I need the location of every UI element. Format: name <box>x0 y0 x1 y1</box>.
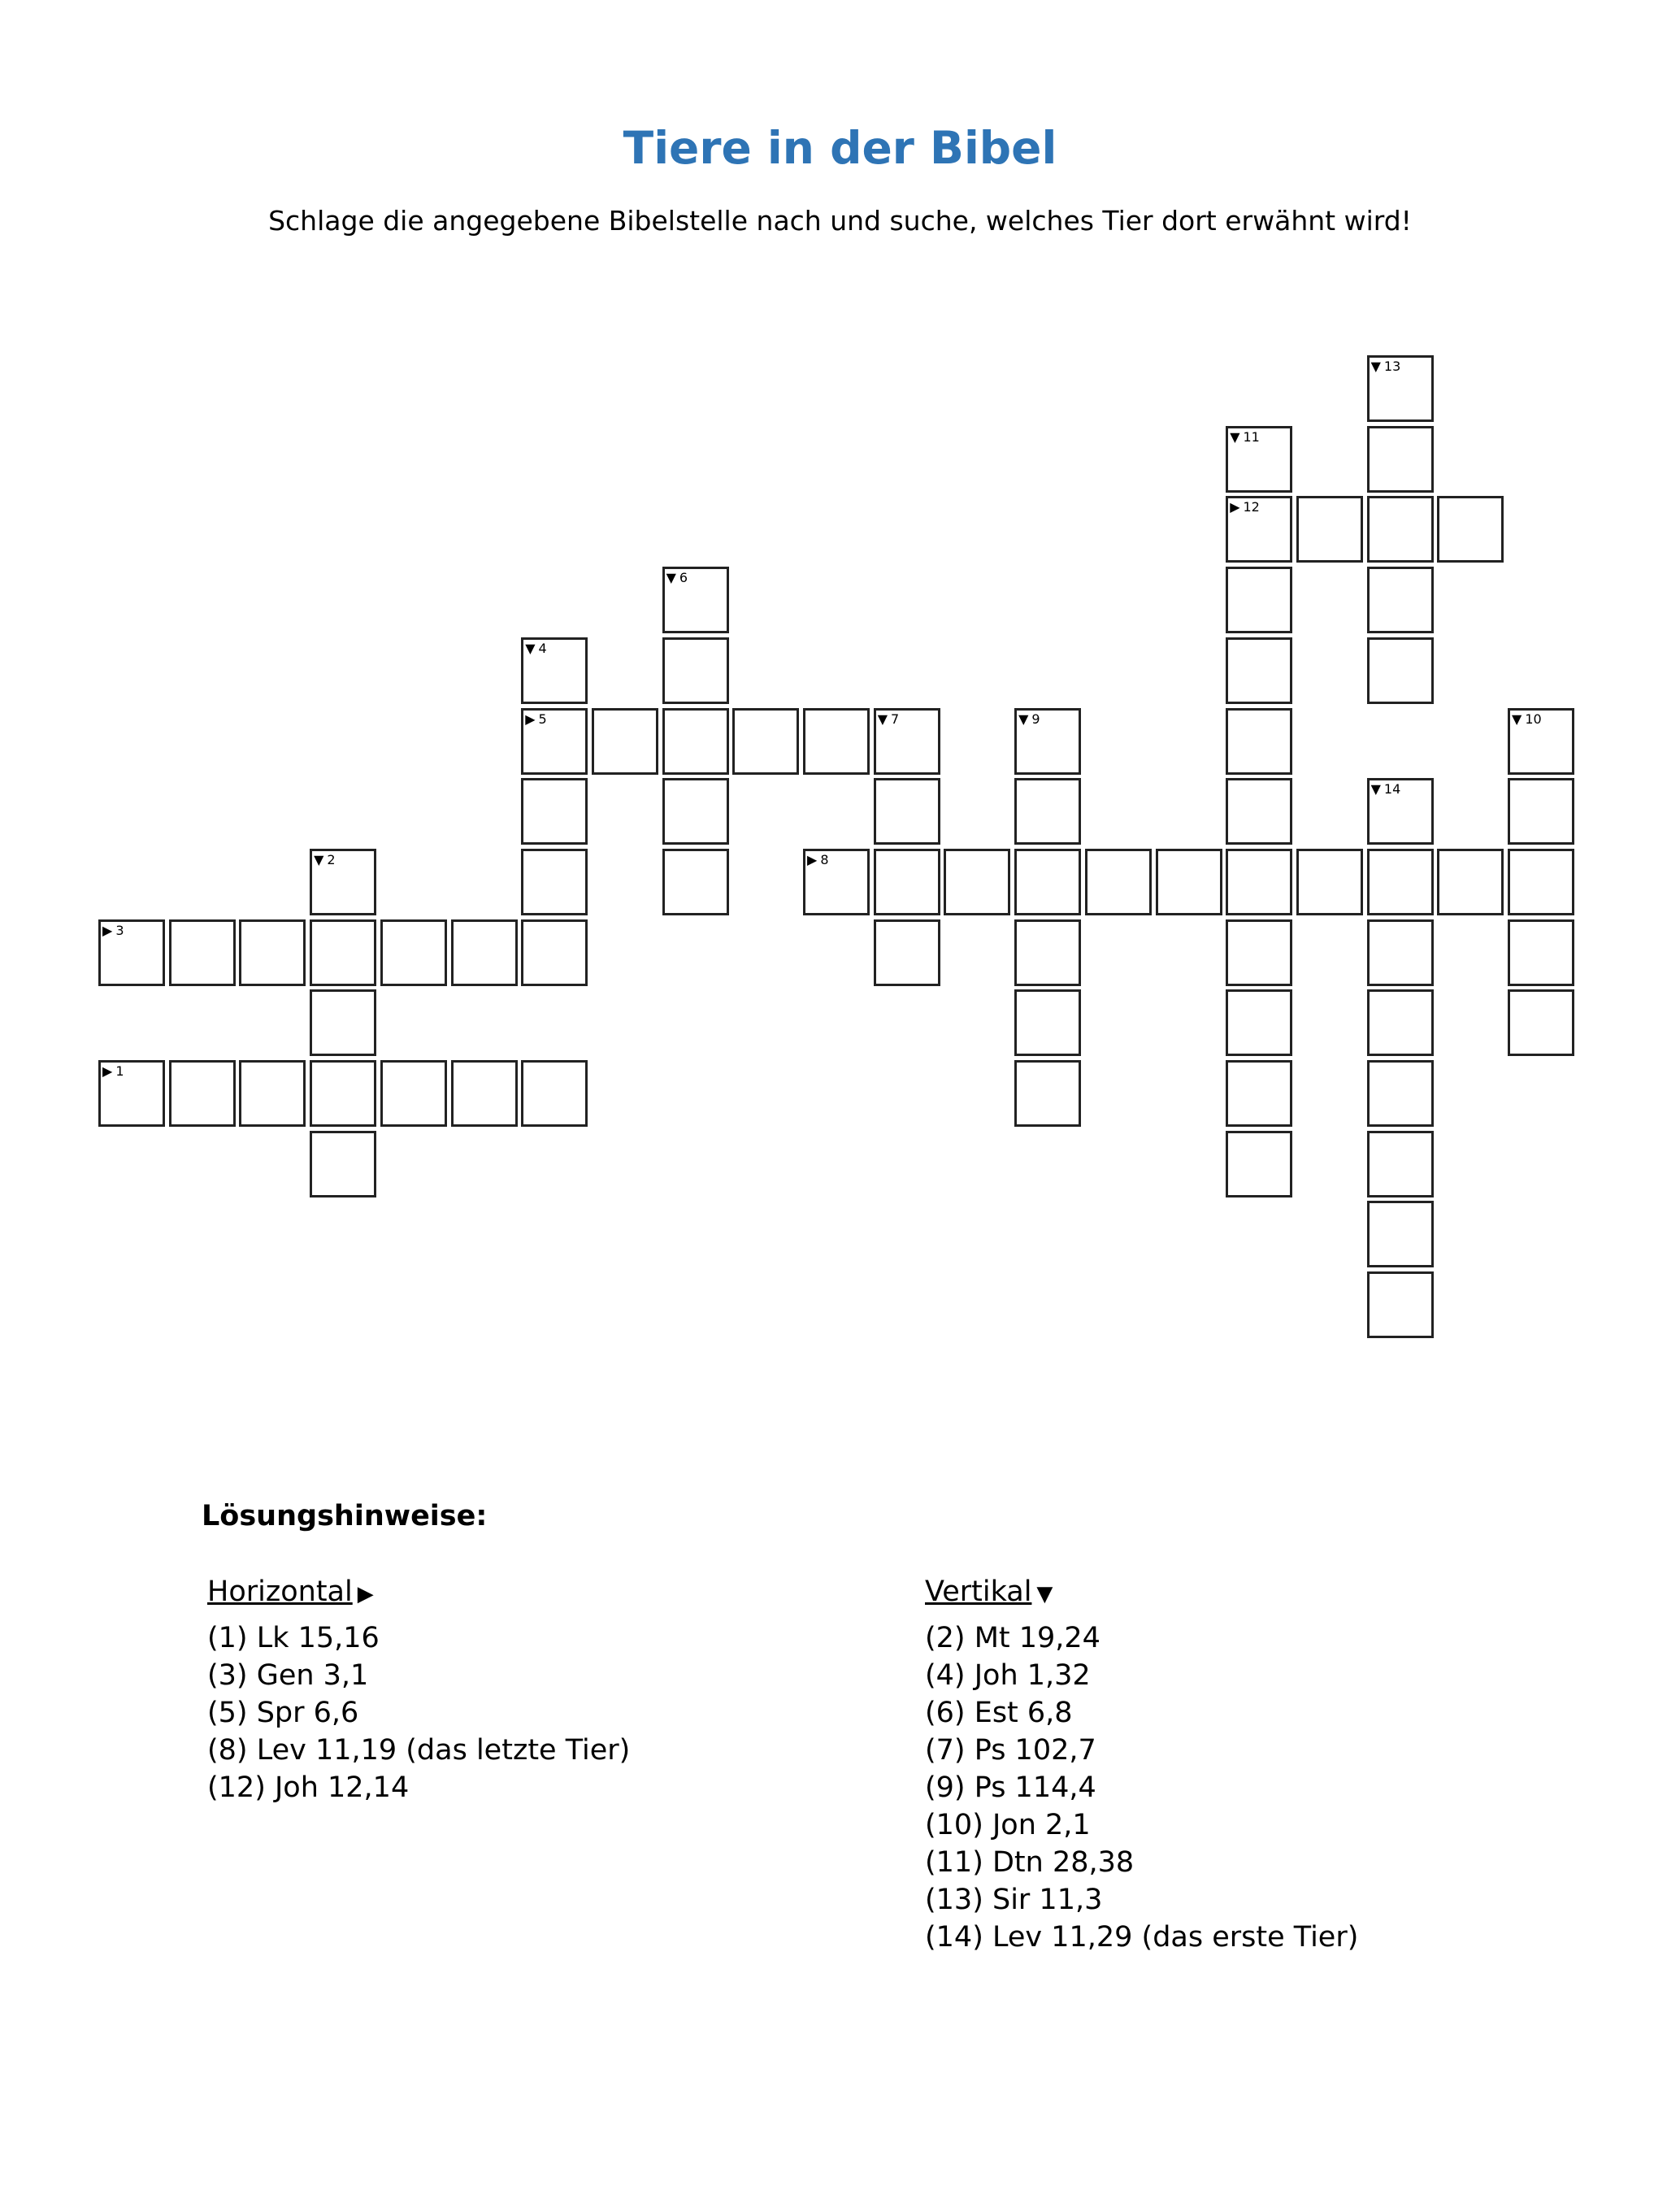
crossword-cell[interactable] <box>1014 919 1081 986</box>
crossword-cell[interactable] <box>1014 1060 1081 1127</box>
crossword-cell[interactable] <box>1508 708 1574 775</box>
crossword-cell[interactable] <box>1226 426 1292 493</box>
arrow-down-icon: ▼ <box>1018 711 1029 727</box>
arrow-down-icon: ▼ <box>1370 781 1381 798</box>
crossword-cell[interactable] <box>98 919 165 986</box>
crossword-cell[interactable] <box>1508 778 1574 845</box>
crossword-cell[interactable] <box>1226 778 1292 845</box>
hint-entry: (3) Gen 3,1 <box>207 1659 369 1692</box>
crossword-cell[interactable] <box>1226 1131 1292 1197</box>
crossword-cell[interactable] <box>310 1060 376 1127</box>
crossword-cell[interactable] <box>169 919 236 986</box>
hint-entry: (6) Est 6,8 <box>925 1697 1073 1729</box>
clue-number-label: 8 <box>820 851 829 867</box>
vertical-heading <box>925 1573 1358 1613</box>
horizontal-heading-label: Horizontal <box>207 1576 353 1608</box>
crossword-cell[interactable] <box>874 778 940 845</box>
arrow-down-icon: ▼ <box>1370 359 1381 374</box>
page-subtitle: Schlage die angegebene Bibelstelle nach und suche, welches Tier dort erwähnt wird! <box>268 205 1412 237</box>
crossword-cell[interactable] <box>1367 849 1434 915</box>
arrow-right-icon: ▶ <box>525 711 536 727</box>
clue-number-label: 5 <box>538 711 547 727</box>
crossword-cell[interactable] <box>1226 849 1292 915</box>
hint-entry: (2) Mt 19,24 <box>925 1622 1100 1654</box>
clue-number-label: 1 <box>115 1063 124 1079</box>
crossword-cell[interactable] <box>1226 567 1292 633</box>
arrow-down-icon: ▼ <box>525 640 536 656</box>
crossword-cell[interactable] <box>1014 849 1081 915</box>
arrow-down-icon: ▼ <box>314 851 324 867</box>
crossword-cell[interactable] <box>380 919 447 986</box>
crossword-cell[interactable] <box>521 778 588 845</box>
crossword-cell[interactable] <box>1367 355 1434 422</box>
hint-entry: (7) Ps 102,7 <box>925 1734 1096 1767</box>
hint-entry: (4) Joh 1,32 <box>925 1659 1091 1692</box>
arrow-down-icon: ▼ <box>666 570 676 586</box>
crossword-cell[interactable] <box>521 637 588 704</box>
horizontal-hints <box>207 1573 630 1806</box>
clue-number <box>525 713 547 726</box>
page-title: Tiere in der Bibel <box>623 122 1057 174</box>
crossword-cell[interactable] <box>1367 567 1434 633</box>
arrow-down-icon: ▼ <box>877 711 888 727</box>
clue-number-label: 4 <box>538 640 547 656</box>
crossword-cell[interactable] <box>169 1060 236 1127</box>
crossword-cell[interactable] <box>1014 989 1081 1056</box>
crossword-cell[interactable] <box>1367 426 1434 493</box>
arrow-right-icon: ▶ <box>807 851 818 867</box>
crossword-cell[interactable] <box>1367 1201 1434 1267</box>
crossword-cell[interactable] <box>1367 1060 1434 1127</box>
clue-number <box>1512 713 1542 726</box>
crossword-cell[interactable] <box>310 919 376 986</box>
clue-number <box>1230 501 1260 514</box>
crossword-cell[interactable] <box>521 919 588 986</box>
crossword-cell[interactable] <box>1226 1060 1292 1127</box>
arrow-right-icon: ▶ <box>102 922 113 938</box>
clue-number <box>807 851 829 867</box>
crossword-cell[interactable] <box>803 849 870 915</box>
arrow-right-icon: ▶ <box>357 1582 374 1606</box>
crossword-cell[interactable] <box>1437 496 1504 563</box>
hint-entry: (5) Spr 6,6 <box>207 1697 359 1729</box>
crossword-cell[interactable] <box>310 989 376 1056</box>
crossword-cell[interactable] <box>1226 989 1292 1056</box>
clue-number <box>102 1065 124 1078</box>
crossword-cell[interactable] <box>1226 496 1292 563</box>
clue-number <box>102 924 124 937</box>
crossword-cell[interactable] <box>239 919 306 986</box>
clue-number-label: 14 <box>1383 781 1401 798</box>
hint-entry: (11) Dtn 28,38 <box>925 1846 1135 1879</box>
arrow-down-icon: ▼ <box>1512 711 1522 727</box>
horizontal-heading <box>207 1573 630 1613</box>
crossword-cell[interactable] <box>803 708 870 775</box>
crossword-cell[interactable] <box>1367 637 1434 704</box>
hint-entry: (10) Jon 2,1 <box>925 1809 1091 1841</box>
hints-title: Lösungshinweise: <box>202 1500 488 1532</box>
crossword-cell[interactable] <box>98 1060 165 1127</box>
crossword-cell[interactable] <box>1508 919 1574 986</box>
crossword-cell[interactable] <box>732 708 799 775</box>
crossword-cell[interactable] <box>662 567 729 633</box>
clue-number-label: 12 <box>1243 499 1260 515</box>
crossword-cell[interactable] <box>1437 849 1504 915</box>
crossword-cell[interactable] <box>1226 919 1292 986</box>
clue-number-label: 11 <box>1243 428 1260 445</box>
crossword-cell[interactable] <box>1226 708 1292 775</box>
vertical-hints <box>925 1573 1358 1956</box>
crossword-cell[interactable] <box>1508 989 1574 1056</box>
crossword-cell[interactable] <box>1367 919 1434 986</box>
crossword-cell[interactable] <box>1508 849 1574 915</box>
clue-number <box>314 851 336 867</box>
crossword-cell[interactable] <box>1014 708 1081 775</box>
hint-entry: (14) Lev 11,29 (das erste Tier) <box>925 1921 1359 1954</box>
crossword-cell[interactable] <box>874 708 940 775</box>
clue-number-label: 9 <box>1031 711 1040 727</box>
crossword-cell[interactable] <box>1014 778 1081 845</box>
clue-number-label: 13 <box>1383 359 1401 374</box>
crossword-cell[interactable] <box>1367 1271 1434 1338</box>
arrow-right-icon: ▶ <box>1230 499 1240 515</box>
crossword-cell[interactable] <box>380 1060 447 1127</box>
crossword-cell[interactable] <box>662 778 729 845</box>
clue-number-label: 7 <box>891 711 900 727</box>
crossword-cell[interactable] <box>662 637 729 704</box>
crossword-cell[interactable] <box>451 919 518 986</box>
crossword-cell[interactable] <box>1367 496 1434 563</box>
crossword-cell[interactable] <box>1296 496 1363 563</box>
crossword-cell[interactable] <box>874 919 940 986</box>
crossword-cell[interactable] <box>874 849 940 915</box>
crossword-cell[interactable] <box>1367 989 1434 1056</box>
clue-number-label: 2 <box>327 851 336 867</box>
crossword-cell[interactable] <box>592 708 658 775</box>
hint-entry: (1) Lk 15,16 <box>207 1622 380 1654</box>
crossword-cell[interactable] <box>310 1131 376 1197</box>
crossword-cell[interactable] <box>521 849 588 915</box>
hint-entry: (13) Sir 11,3 <box>925 1884 1103 1916</box>
crossword-cell[interactable] <box>1085 849 1152 915</box>
hint-entry: (9) Ps 114,4 <box>925 1771 1096 1804</box>
hint-entry: (8) Lev 11,19 (das letzte Tier) <box>207 1734 631 1767</box>
crossword-cell[interactable] <box>1296 849 1363 915</box>
clue-number <box>1371 783 1401 796</box>
clue-number-label: 10 <box>1525 711 1542 727</box>
crossword-cell[interactable] <box>944 849 1010 915</box>
crossword-cell[interactable] <box>1367 1131 1434 1197</box>
arrow-down-icon: ▼ <box>1230 428 1240 445</box>
vertical-heading-label: Vertikal <box>925 1576 1032 1608</box>
hint-entry: (12) Joh 12,14 <box>207 1771 410 1804</box>
arrow-right-icon: ▶ <box>102 1063 113 1079</box>
crossword-cell[interactable] <box>1226 637 1292 704</box>
arrow-down-icon: ▼ <box>1036 1582 1053 1606</box>
crossword-cell[interactable] <box>662 849 729 915</box>
clue-number <box>878 713 900 726</box>
clue-number <box>1018 713 1040 726</box>
clue-number <box>1371 360 1401 373</box>
clue-number <box>666 572 688 585</box>
crossword-cell[interactable] <box>521 708 588 775</box>
crossword-cell[interactable] <box>310 849 376 915</box>
clue-number-label: 6 <box>679 570 688 586</box>
clue-number-label: 3 <box>115 922 124 938</box>
crossword-cell[interactable] <box>239 1060 306 1127</box>
crossword-cell[interactable] <box>451 1060 518 1127</box>
crossword-cell[interactable] <box>662 708 729 775</box>
crossword-cell[interactable] <box>1156 849 1222 915</box>
crossword-cell[interactable] <box>521 1060 588 1127</box>
clue-number <box>1230 428 1260 445</box>
crossword-cell[interactable] <box>1367 778 1434 845</box>
clue-number <box>525 642 547 655</box>
